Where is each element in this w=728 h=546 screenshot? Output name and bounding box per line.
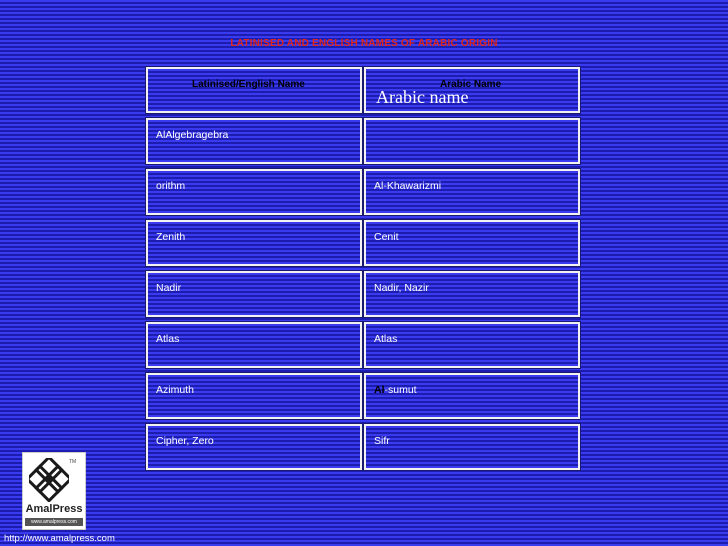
cell-text: AlAlgebragebra <box>156 129 229 141</box>
names-table <box>146 67 580 470</box>
header-latinised-label: Latinised/English Name <box>192 79 305 90</box>
cell-text: Nadir <box>156 282 182 294</box>
cell-text: Cipher, Zero <box>156 435 214 447</box>
cell-text: Atlas <box>374 333 398 345</box>
amalpress-logo[interactable] <box>22 452 86 530</box>
header-arabic-subtitle: Arabic name <box>376 87 469 107</box>
cell-text <box>374 384 417 396</box>
trademark-mark: TM <box>69 459 77 465</box>
table-row-4-arabic <box>364 271 580 317</box>
footer-url-link[interactable]: http://www.amalpress.com <box>4 533 115 544</box>
table-row-3-latin <box>146 220 362 266</box>
table-row-7-latin <box>146 424 362 470</box>
table-row-6-latin <box>146 373 362 419</box>
table-row-2-latin <box>146 169 362 215</box>
cell-text: Nadir, Nazir <box>374 282 429 294</box>
table-row-1-arabic <box>364 118 580 164</box>
header-latinised <box>146 67 362 113</box>
table-row-4-latin <box>146 271 362 317</box>
page-title: LATINISED AND ENGLISH NAMES OF ARABIC ORIGIN <box>230 38 498 49</box>
table-row-6-arabic <box>364 373 580 419</box>
header-arabic <box>364 67 580 113</box>
table-row-3-arabic <box>364 220 580 266</box>
cell-text: Zenith <box>156 231 186 243</box>
cell-text: Atlas <box>156 333 180 345</box>
arabic-prefix: Al <box>374 384 385 396</box>
knot-icon <box>29 458 69 502</box>
arabic-suffix: -sumut <box>384 384 417 396</box>
table-row-2-arabic <box>364 169 580 215</box>
table-row-5-latin <box>146 322 362 368</box>
cell-text: Azimuth <box>156 384 194 396</box>
cell-text: Al-Khawarizmi <box>374 180 442 192</box>
logo-brand: AmalPress <box>25 503 83 515</box>
table-row-1-latin <box>146 118 362 164</box>
table-row-5-arabic <box>364 322 580 368</box>
cell-text: Sifr <box>374 435 390 447</box>
table-row-7-arabic <box>364 424 580 470</box>
logo-site: www.amalpress.com <box>25 518 83 526</box>
cell-text: orithm <box>156 180 186 192</box>
header-arabic-label: Arabic Name <box>440 79 502 90</box>
cell-text: Cenit <box>374 231 399 243</box>
